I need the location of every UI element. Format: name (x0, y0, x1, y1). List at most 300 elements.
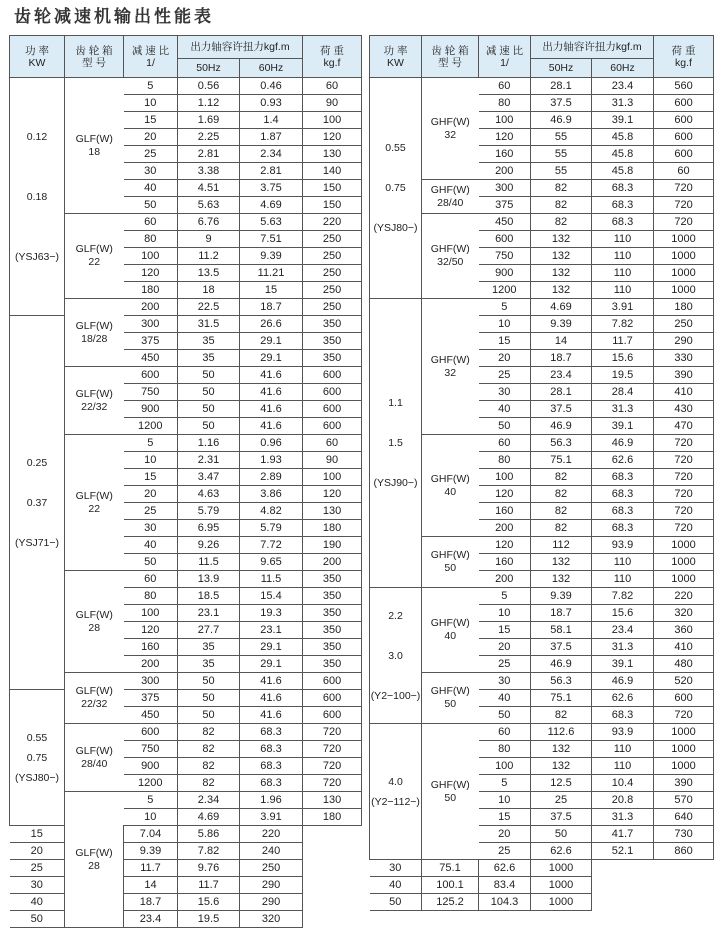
load-cell: 600 (303, 401, 362, 418)
torque-60hz-cell: 104.3 (479, 894, 531, 911)
torque-50hz-cell: 18.7 (531, 605, 592, 622)
table-row (10, 690, 362, 707)
ratio-cell: 50 (479, 418, 531, 435)
power-label: (YSJ63−) (14, 250, 60, 263)
torque-50hz-cell: 37.5 (531, 639, 592, 656)
ratio-cell: 15 (124, 112, 178, 129)
ratio-cell: 160 (479, 503, 531, 520)
ratio-cell: 5 (479, 588, 531, 605)
load-cell: 1000 (531, 877, 592, 894)
hz60-header: 60Hz (592, 59, 654, 78)
power-label: 0.75 (26, 751, 48, 764)
ratio-cell: 200 (479, 163, 531, 180)
gearbox-model-label: GLF(W) (75, 846, 113, 859)
torque-60hz-cell: 31.3 (592, 401, 654, 418)
torque-50hz-cell: 18.7 (531, 350, 592, 367)
torque-50hz-cell: 1.16 (178, 435, 240, 452)
gearbox-model-cell (65, 214, 124, 299)
power-label (10, 167, 64, 187)
torque-50hz-cell: 9 (178, 231, 240, 248)
gearbox-model-label: GHF(W) (430, 778, 470, 791)
power-label: (YSJ80−) (373, 222, 418, 234)
ratio-cell: 50 (10, 911, 65, 928)
ratio-cell: 40 (124, 180, 178, 197)
torque-50hz-cell: 50 (178, 384, 240, 401)
ratio-cell: 375 (124, 333, 178, 350)
ratio-cell: 20 (124, 129, 178, 146)
load-cell: 600 (303, 707, 362, 724)
power-label: (Y2−112−) (371, 795, 420, 808)
ratio-cell: 1200 (479, 282, 531, 299)
ratio-cell: 40 (370, 877, 422, 894)
load-cell: 220 (240, 826, 303, 843)
torque-50hz-cell: 23.4 (531, 367, 592, 384)
torque-50hz-cell: 82 (531, 197, 592, 214)
torque-50hz-cell: 11.7 (124, 860, 178, 877)
ratio-cell: 100 (124, 248, 178, 265)
gearbox-model-label: GHF(W) (430, 115, 470, 128)
torque-50hz-cell: 50 (178, 707, 240, 724)
torque-60hz-cell: 68.3 (592, 520, 654, 537)
torque-50hz-cell: 22.5 (178, 299, 240, 316)
load-cell: 860 (654, 843, 714, 860)
torque-50hz-cell: 14 (531, 333, 592, 350)
gearbox-model-label: GLF(W) (75, 685, 113, 697)
torque-60hz-cell: 110 (592, 741, 654, 758)
load-cell: 250 (303, 282, 362, 299)
ratio-cell: 30 (10, 877, 65, 894)
torque-60hz-cell: 39.1 (592, 112, 654, 129)
ratio-cell: 100 (124, 605, 178, 622)
torque-50hz-cell: 55 (531, 163, 592, 180)
gearbox-model-cell (422, 214, 479, 299)
ratio-cell: 300 (124, 673, 178, 690)
torque-60hz-cell: 23.4 (592, 78, 654, 95)
load-cell: 600 (654, 95, 714, 112)
gearbox-model-label: GLF(W) (75, 489, 113, 502)
ratio-cell: 25 (10, 860, 65, 877)
ratio-cell: 10 (124, 809, 178, 826)
ratio-cell: 80 (124, 231, 178, 248)
ratio-cell: 900 (124, 758, 178, 775)
ratio-cell: 160 (124, 639, 178, 656)
torque-60hz-cell: 68.3 (240, 741, 303, 758)
ratio-header: 减 速 比 1/ (479, 36, 531, 78)
load-cell: 1000 (654, 571, 714, 588)
load-cell: 720 (654, 180, 714, 197)
load-cell: 350 (303, 639, 362, 656)
torque-50hz-cell: 3.47 (178, 469, 240, 486)
ratio-cell: 200 (479, 520, 531, 537)
power-label (370, 198, 421, 218)
power-label (10, 227, 64, 247)
table-row (10, 316, 362, 333)
ratio-cell: 10 (124, 452, 178, 469)
ratio-cell: 20 (479, 639, 531, 656)
torque-60hz-cell: 31.3 (592, 639, 654, 656)
load-cell: 720 (303, 724, 362, 741)
gearbox-model-cell (422, 537, 479, 588)
torque-60hz-cell: 3.91 (240, 809, 303, 826)
ratio-cell: 120 (479, 537, 531, 554)
gearbox-model-label: GLF(W) (75, 744, 113, 757)
load-cell: 480 (654, 656, 714, 673)
torque-50hz-cell: 9.39 (531, 588, 592, 605)
gearbox-model-label: GHF(W) (430, 353, 470, 366)
ratio-cell: 375 (479, 197, 531, 214)
ratio-cell: 10 (479, 792, 531, 809)
gearbox-model-label: GHF(W) (430, 617, 470, 629)
torque-60hz-cell: 9.76 (178, 860, 240, 877)
power-label (10, 207, 64, 227)
ratio-cell: 450 (124, 350, 178, 367)
ratio-cell: 375 (124, 690, 178, 707)
torque-50hz-cell: 11.2 (178, 248, 240, 265)
torque-50hz-cell: 82 (531, 214, 592, 231)
load-cell: 1000 (531, 860, 592, 877)
torque-60hz-cell: 15 (240, 282, 303, 299)
gearbox-model-label: GHF(W) (430, 472, 470, 485)
ratio-cell: 60 (124, 214, 178, 231)
load-cell: 360 (654, 622, 714, 639)
ratio-cell: 60 (479, 724, 531, 741)
load-cell: 350 (303, 588, 362, 605)
gearbox-model-cell (422, 180, 479, 214)
ratio-cell: 180 (124, 282, 178, 299)
ratio-cell: 25 (479, 843, 531, 860)
ratio-cell: 80 (479, 452, 531, 469)
torque-60hz-cell: 68.3 (240, 758, 303, 775)
torque-50hz-cell: 50 (531, 826, 592, 843)
load-cell: 130 (303, 792, 362, 809)
torque-60hz-cell: 41.6 (240, 418, 303, 435)
power-label: (YSJ80−) (14, 771, 60, 784)
ratio-cell: 900 (124, 401, 178, 418)
torque-50hz-cell: 50 (178, 401, 240, 418)
torque-header: 出力轴容许扭力kgf.m (531, 36, 654, 59)
ratio-cell: 600 (479, 231, 531, 248)
ratio-cell: 120 (124, 265, 178, 282)
load-cell: 720 (654, 520, 714, 537)
torque-50hz-cell: 55 (531, 129, 592, 146)
load-cell: 600 (303, 367, 362, 384)
table-row (10, 877, 362, 894)
ratio-cell: 1200 (124, 418, 178, 435)
gearbox-model-label: GHF(W) (430, 183, 470, 196)
torque-50hz-cell: 75.1 (531, 690, 592, 707)
power-label: (Y2−100−) (370, 689, 421, 702)
ratio-cell: 160 (479, 146, 531, 163)
gearbox-model-label: 22/32 (81, 400, 108, 413)
table-row (370, 537, 714, 554)
torque-60hz-cell: 41.6 (240, 401, 303, 418)
torque-50hz-cell: 1.69 (178, 112, 240, 129)
load-cell: 180 (303, 809, 362, 826)
torque-60hz-cell: 29.1 (240, 350, 303, 367)
gearbox-model-cell (65, 435, 124, 571)
load-cell: 600 (303, 384, 362, 401)
table-row (370, 877, 714, 894)
gearbox-model-label: GLF(W) (75, 243, 113, 255)
gearbox-model-cell (422, 435, 479, 537)
power-cell (10, 316, 65, 690)
table-row (370, 673, 714, 690)
torque-60hz-cell: 15.6 (592, 350, 654, 367)
ratio-cell: 40 (479, 690, 531, 707)
table-row (10, 894, 362, 911)
torque-60hz-cell: 19.3 (240, 605, 303, 622)
load-cell: 520 (654, 673, 714, 690)
table-row (10, 911, 362, 928)
ratio-cell: 900 (479, 265, 531, 282)
torque-50hz-cell: 132 (531, 248, 592, 265)
ratio-cell: 60 (479, 78, 531, 95)
torque-50hz-cell: 9.39 (124, 843, 178, 860)
torque-50hz-cell: 13.5 (178, 265, 240, 282)
torque-60hz-cell: 46.9 (592, 435, 654, 452)
torque-60hz-cell: 2.34 (240, 146, 303, 163)
torque-60hz-cell: 0.46 (240, 78, 303, 95)
power-label (370, 413, 421, 433)
torque-50hz-cell: 18.7 (124, 894, 178, 911)
load-cell: 190 (303, 537, 362, 554)
power-label: 0.25 (26, 456, 48, 469)
load-cell: 720 (303, 775, 362, 792)
torque-50hz-cell: 100.1 (422, 877, 479, 894)
load-cell: 390 (654, 367, 714, 384)
torque-50hz-cell: 6.95 (178, 520, 240, 537)
ratio-cell: 60 (479, 435, 531, 452)
power-label: (YSJ90−) (373, 477, 418, 489)
ratio-cell: 30 (124, 163, 178, 180)
torque-60hz-cell: 41.6 (240, 673, 303, 690)
ratio-cell: 300 (479, 180, 531, 197)
ratio-cell: 25 (479, 367, 531, 384)
table-row (370, 214, 714, 231)
ratio-cell: 5 (124, 792, 178, 809)
ratio-cell: 80 (479, 741, 531, 758)
power-header: 功 率 KW (370, 36, 422, 78)
ratio-cell: 15 (124, 469, 178, 486)
torque-60hz-cell: 4.82 (240, 503, 303, 520)
torque-50hz-cell: 35 (178, 656, 240, 673)
ratio-cell: 15 (479, 622, 531, 639)
torque-50hz-cell: 3.38 (178, 163, 240, 180)
torque-60hz-cell: 68.3 (592, 469, 654, 486)
torque-50hz-cell: 46.9 (531, 112, 592, 129)
torque-50hz-cell: 4.63 (178, 486, 240, 503)
load-cell: 130 (303, 503, 362, 520)
load-cell: 1000 (654, 248, 714, 265)
torque-60hz-cell: 93.9 (592, 724, 654, 741)
torque-50hz-cell: 82 (531, 503, 592, 520)
torque-60hz-cell: 15.6 (178, 894, 240, 911)
power-header: 功 率 KW (10, 36, 65, 78)
power-label (10, 473, 64, 493)
torque-50hz-cell: 23.1 (178, 605, 240, 622)
torque-60hz-cell: 3.91 (592, 299, 654, 316)
power-label (370, 666, 421, 686)
load-cell: 350 (303, 622, 362, 639)
ratio-cell: 50 (479, 707, 531, 724)
torque-50hz-cell: 132 (531, 265, 592, 282)
load-cell: 350 (303, 333, 362, 350)
torque-50hz-cell: 0.56 (178, 78, 240, 95)
load-cell: 1000 (654, 758, 714, 775)
gearbox-model-cell (422, 588, 479, 673)
performance-table-left (9, 35, 362, 928)
load-cell: 290 (654, 333, 714, 350)
torque-50hz-cell: 82 (178, 758, 240, 775)
torque-50hz-cell: 31.5 (178, 316, 240, 333)
gearbox-model-label: GHF(W) (430, 549, 470, 561)
torque-60hz-cell: 26.6 (240, 316, 303, 333)
torque-60hz-cell: 3.86 (240, 486, 303, 503)
ratio-cell: 50 (124, 197, 178, 214)
torque-50hz-cell: 56.3 (531, 435, 592, 452)
load-cell: 1000 (654, 724, 714, 741)
torque-50hz-cell: 132 (531, 231, 592, 248)
table-row (10, 860, 362, 877)
power-label: 1.1 (388, 397, 403, 409)
torque-60hz-cell: 62.6 (479, 860, 531, 877)
torque-60hz-cell: 23.1 (240, 622, 303, 639)
gearbox-model-cell (65, 299, 124, 367)
load-cell: 1000 (654, 231, 714, 248)
load-cell: 600 (654, 112, 714, 129)
load-cell: 120 (303, 486, 362, 503)
load-cell: 570 (654, 792, 714, 809)
power-label: 2.2 (388, 609, 403, 622)
load-cell: 180 (654, 299, 714, 316)
torque-60hz-cell: 18.7 (240, 299, 303, 316)
ratio-cell: 40 (124, 537, 178, 554)
torque-50hz-cell: 12.5 (531, 775, 592, 792)
load-cell: 250 (303, 265, 362, 282)
torque-50hz-cell: 82 (531, 486, 592, 503)
torque-60hz-cell: 11.7 (178, 877, 240, 894)
load-cell: 90 (303, 95, 362, 112)
torque-60hz-cell: 41.7 (592, 826, 654, 843)
table-row (370, 588, 714, 605)
torque-50hz-cell: 37.5 (531, 95, 592, 112)
ratio-cell: 120 (479, 129, 531, 146)
ratio-cell: 450 (479, 214, 531, 231)
load-cell: 600 (303, 673, 362, 690)
torque-60hz-cell: 46.9 (592, 673, 654, 690)
gearbox-model-label: 28 (88, 859, 100, 872)
load-cell: 350 (303, 350, 362, 367)
torque-50hz-cell: 82 (531, 180, 592, 197)
gearbox-model-cell (65, 367, 124, 435)
power-label: 4.0 (388, 775, 403, 788)
load-cell: 640 (654, 809, 714, 826)
power-cell (10, 690, 65, 826)
load-cell: 250 (303, 231, 362, 248)
torque-50hz-cell: 9.39 (531, 316, 592, 333)
table-row (370, 724, 714, 741)
torque-50hz-cell: 27.7 (178, 622, 240, 639)
gearbox-model-cell (65, 792, 124, 928)
power-label (370, 158, 421, 178)
torque-50hz-cell: 7.04 (124, 826, 178, 843)
ratio-header: 减 速 比 1/ (124, 36, 178, 78)
torque-60hz-cell: 2.81 (240, 163, 303, 180)
torque-50hz-cell: 4.69 (178, 809, 240, 826)
torque-60hz-cell: 39.1 (592, 656, 654, 673)
load-cell: 720 (654, 452, 714, 469)
power-label: 0.75 (385, 182, 406, 194)
ratio-cell: 30 (479, 384, 531, 401)
load-cell: 130 (303, 146, 362, 163)
load-cell: 100 (303, 469, 362, 486)
load-cell: 1000 (654, 537, 714, 554)
ratio-cell: 20 (124, 486, 178, 503)
torque-50hz-cell: 82 (178, 741, 240, 758)
ratio-cell: 50 (124, 554, 178, 571)
gearbox-model-label: GLF(W) (75, 319, 113, 332)
gearbox-model-cell (65, 78, 124, 214)
table-row (370, 78, 714, 95)
gearbox-model-label: 50 (444, 698, 457, 710)
power-cell (370, 724, 422, 860)
ratio-cell: 100 (479, 469, 531, 486)
load-cell: 350 (303, 571, 362, 588)
gearbox-model-label: 40 (444, 630, 457, 642)
torque-60hz-cell: 29.1 (240, 333, 303, 350)
load-cell: 320 (240, 911, 303, 928)
gearbox-model-label: 40 (444, 485, 457, 498)
torque-50hz-cell: 11.5 (178, 554, 240, 571)
load-cell: 720 (654, 214, 714, 231)
torque-50hz-cell: 35 (178, 333, 240, 350)
gearbox-model-cell (65, 673, 124, 724)
torque-60hz-cell: 45.8 (592, 163, 654, 180)
torque-60hz-cell: 68.3 (592, 214, 654, 231)
torque-60hz-cell: 0.96 (240, 435, 303, 452)
power-label: 0.18 (26, 190, 48, 203)
torque-50hz-cell: 82 (178, 724, 240, 741)
torque-60hz-cell: 1.96 (240, 792, 303, 809)
load-cell: 250 (303, 248, 362, 265)
load-cell: 720 (654, 469, 714, 486)
table-row (370, 894, 714, 911)
torque-60hz-cell: 68.3 (240, 775, 303, 792)
torque-60hz-cell: 41.6 (240, 690, 303, 707)
torque-60hz-cell: 3.75 (240, 180, 303, 197)
ratio-cell: 30 (124, 520, 178, 537)
gearbox-model-label: 28/40 (81, 757, 108, 770)
load-cell: 720 (654, 486, 714, 503)
torque-50hz-cell: 46.9 (531, 656, 592, 673)
torque-50hz-cell: 2.34 (178, 792, 240, 809)
torque-50hz-cell: 132 (531, 741, 592, 758)
load-cell: 390 (654, 775, 714, 792)
torque-50hz-cell: 1.12 (178, 95, 240, 112)
power-label: 0.55 (385, 142, 406, 154)
torque-50hz-cell: 37.5 (531, 809, 592, 826)
power-cell (370, 588, 422, 724)
gearbox-model-label: GLF(W) (75, 387, 113, 400)
power-label (10, 513, 64, 533)
torque-header: 出力轴容许扭力kgf.m (178, 36, 303, 59)
load-cell: 720 (654, 503, 714, 520)
torque-50hz-cell: 58.1 (531, 622, 592, 639)
load-cell: 410 (654, 384, 714, 401)
table-row (10, 826, 362, 843)
power-cell (370, 78, 422, 299)
torque-50hz-cell: 2.31 (178, 452, 240, 469)
